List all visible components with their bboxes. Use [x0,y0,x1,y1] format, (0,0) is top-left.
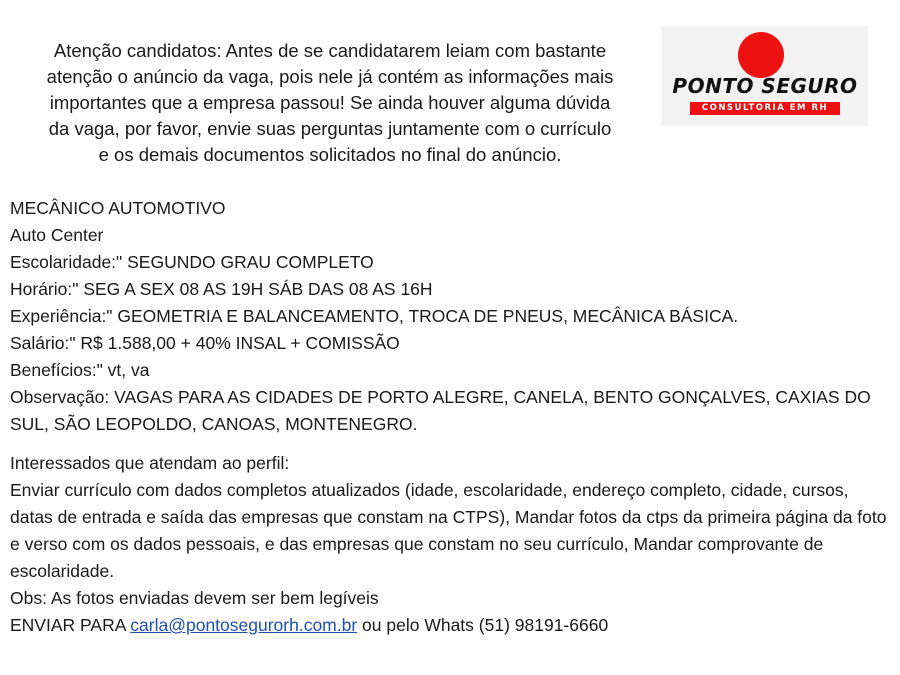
notice-line: importantes que a empresa passou! Se ainda houver alguma dúvida [49,92,611,113]
job-title: MECÂNICO AUTOMOTIVO [10,198,226,218]
job-salary: Salário:" R$ 1.588,00 + 40% INSAL + COMISSÃO [10,333,400,353]
send-suffix: ou pelo Whats (51) 98191-6660 [357,615,609,635]
send-prefix: ENVIAR PARA [10,615,131,635]
job-schedule: Horário:" SEG A SEX 08 AS 19H SÁB DAS 08 AS 16H [10,279,433,299]
job-benefits: Benefícios:" vt, va [10,360,150,380]
email-link[interactable]: carla@pontosegurorh.com.br [130,615,358,635]
notice-line: e os demais documentos solicitados no final do anúncio. [98,144,562,165]
notice-line: Atenção candidatos: Antes de se candidatarem leiam com bastante [53,40,607,61]
company-logo [662,26,868,126]
apply-note: Obs: As fotos enviadas devem ser bem legíveis [10,588,379,608]
job-observation: Observação: VAGAS PARA AS CIDADES DE PORTO ALEGRE, CANELA, BENTO GONÇALVES, CAXIAS DO SUL, SÃO LEOPOLDO, CANOAS, MONTENEGRO. [10,387,871,434]
logo-subtitle: CONSULTORIA EM RH [690,102,840,115]
logo-name: PONTO SEGURO [672,74,858,98]
notice-line: atenção o anúncio da vaga, pois nele já contém as informações mais [46,66,614,87]
notice-line: da vaga, por favor, envie suas perguntas juntamente com o currículo [48,118,612,139]
job-experience: Experiência:" GEOMETRIA E BALANCEAMENTO, TROCA DE PNEUS, MECÂNICA BÁSICA. [10,306,739,326]
job-education: Escolaridade:" SEGUNDO GRAU COMPLETO [10,252,374,272]
apply-instructions: Enviar currículo com dados completos atualizados (idade, escolaridade, endereço completo, cidade, cursos, datas de entrada e saída das empresas que constam na CTPS), Mandar fotos da ctps da primeira página da foto e verso com os dados pessoais, e das empresas que constam no seu currículo, Mandar comprovante de escolaridade. [10,480,887,581]
apply-contact [10,612,890,639]
job-posting [10,195,890,639]
job-company: Auto Center [10,225,104,245]
candidate-notice [10,38,650,168]
apply-intro: Interessados que atendam ao perfil: [10,453,290,473]
logo-circle-icon [738,32,784,78]
